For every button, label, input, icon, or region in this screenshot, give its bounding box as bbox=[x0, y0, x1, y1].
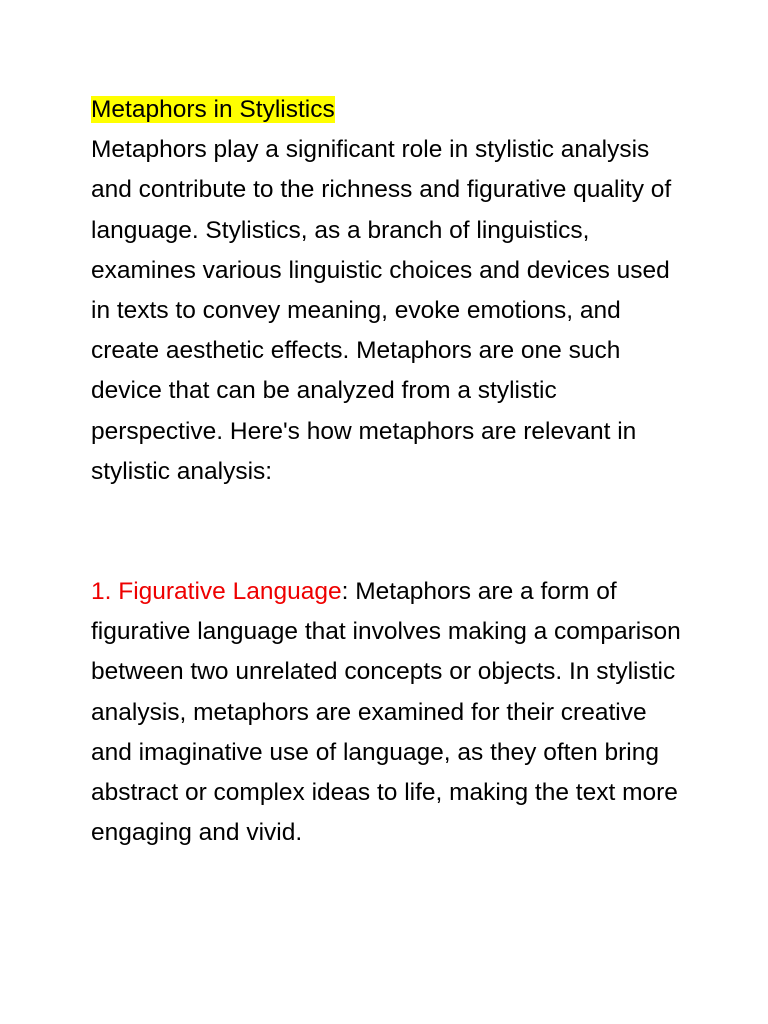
section-1-paragraph bbox=[91, 572, 691, 853]
document-title: Metaphors in Stylistics bbox=[91, 96, 335, 123]
document-page bbox=[91, 90, 691, 853]
section-1-body: Metaphors are a form of figurative language that involves making a comparison between two unrelated concepts or objects. In stylistic analysis, metaphors are examined for their creative and imaginative use of language, as they often bring abstract or complex ideas to life, making the text more engaging and vivid. bbox=[91, 578, 681, 847]
paragraph-spacer bbox=[91, 492, 691, 572]
section-1-heading: 1. Figurative Language bbox=[91, 578, 342, 606]
title-line bbox=[91, 90, 691, 130]
intro-paragraph: Metaphors play a significant role in stylistic analysis and contribute to the richness and figurative quality of language. Stylistics, as a branch of linguistics, examines various linguistic choices and devices used in texts to convey meaning, evoke emotions, and create aesthetic effects. Metaphors are one such device that can be analyzed from a stylistic perspective. Here's how metaphors are relevant in stylistic analysis: bbox=[91, 136, 672, 485]
section-1-separator: : bbox=[341, 578, 349, 606]
